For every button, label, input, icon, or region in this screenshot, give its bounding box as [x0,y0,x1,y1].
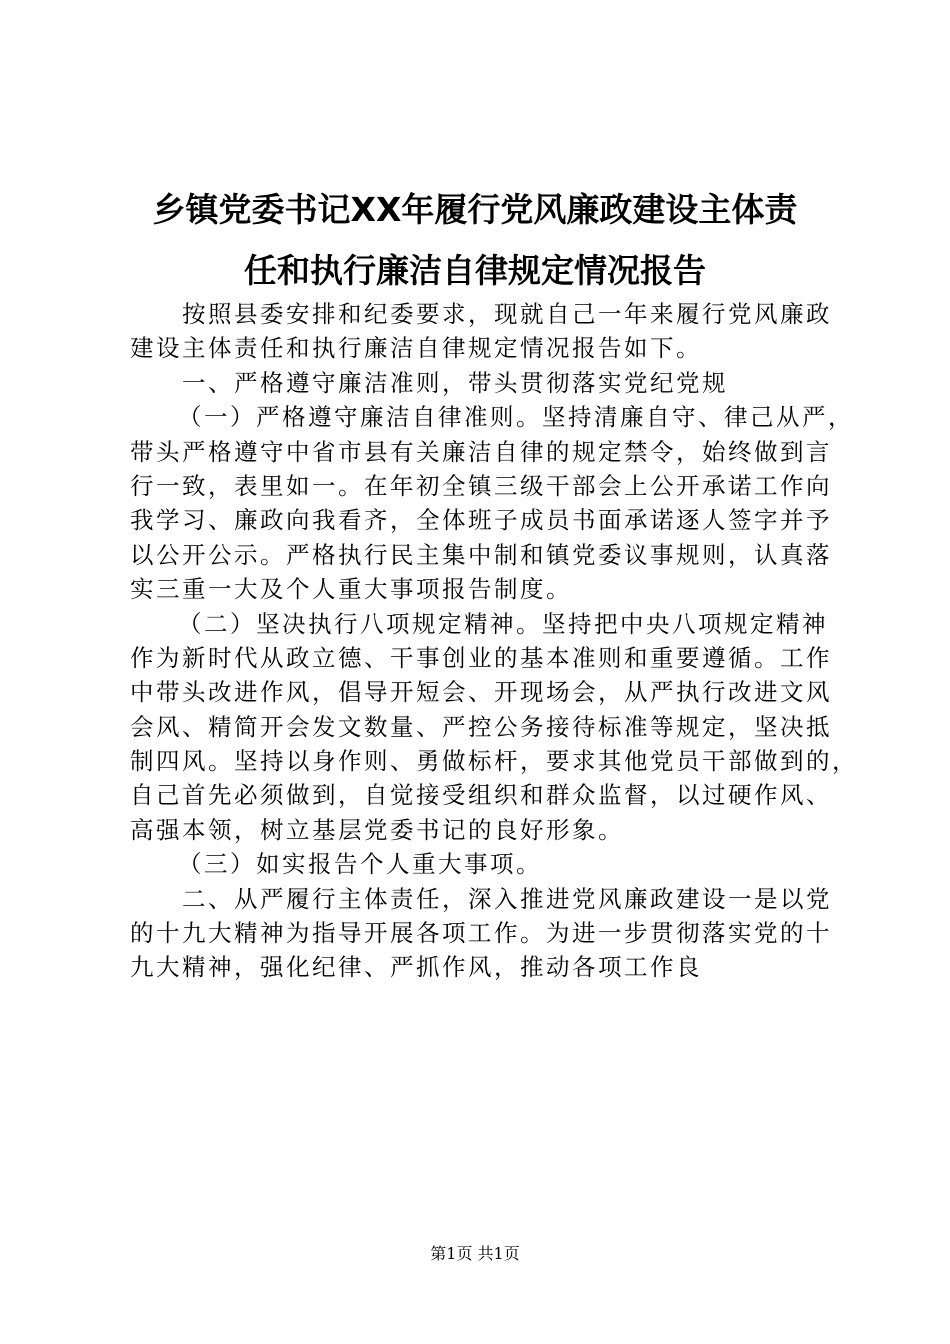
section-heading-1: 一、严格遵守廉洁准则，带头贯彻落实党纪党规 [182,368,728,397]
paragraph-line: 九大精神，强化纪律、严抓作风，推动各项工作良 [130,953,702,982]
paragraph-line: 实三重一大及个人重大事项报告制度。 [130,575,572,604]
paragraph-line: （三）如实报告个人重大事项。 [178,850,542,879]
paragraph-line: 高强本领，树立基层党委书记的良好形象。 [130,815,624,844]
document-body [130,297,858,985]
paragraph-line: 我学习、廉政向我看齐，全体班子成员书面承诺逐人签字并予 [130,506,832,535]
paragraph-line: （二）坚决执行八项规定精神。坚持把中央八项规定精神 [178,609,828,638]
document-title-line-2: 任和执行廉洁自律规定情况报告 [244,251,706,290]
section-heading-2: 二、从严履行主体责任，深入推进党风廉政建设一是以党 [182,884,832,913]
paragraph-intro-line: 建设主体责任和执行廉洁自律规定情况报告如下。 [130,334,702,363]
paragraph-intro-line: 按照县委安排和纪委要求，现就自己一年来履行党风廉政 [182,300,832,328]
paragraph-line: 作为新时代从政立德、干事创业的基本准则和重要遵循。工作 [130,643,832,672]
document-title-line-1: 乡镇党委书记XX年履行党风廉政建设主体责 [152,190,798,229]
paragraph-line: 带头严格遵守中省市县有关廉洁自律的规定禁令，始终做到言 [130,437,832,466]
paragraph-line: （一）严格遵守廉洁自律准则。坚持清廉自守、律己从严， [178,403,854,432]
paragraph-line: 制四风。坚持以身作则、勇做标杆，要求其他党员干部做到的， [130,747,858,776]
page-footer: 第1页 共1页 [430,1244,520,1263]
paragraph-line: 会风、精简开会发文数量、严控公务接待标准等规定，坚决抵 [130,712,832,741]
paragraph-line: 以公开公示。严格执行民主集中制和镇党委议事规则，认真落 [130,540,832,569]
paragraph-line: 的十九大精神为指导开展各项工作。为进一步贯彻落实党的十 [130,919,832,948]
paragraph-line: 行一致，表里如一。在年初全镇三级干部会上公开承诺工作向 [130,471,832,500]
paragraph-line: 中带头改进作风，倡导开短会、开现场会，从严执行改进文风 [130,678,832,707]
paragraph-line: 自己首先必须做到，自觉接受组织和群众监督，以过硬作风、 [130,781,832,810]
